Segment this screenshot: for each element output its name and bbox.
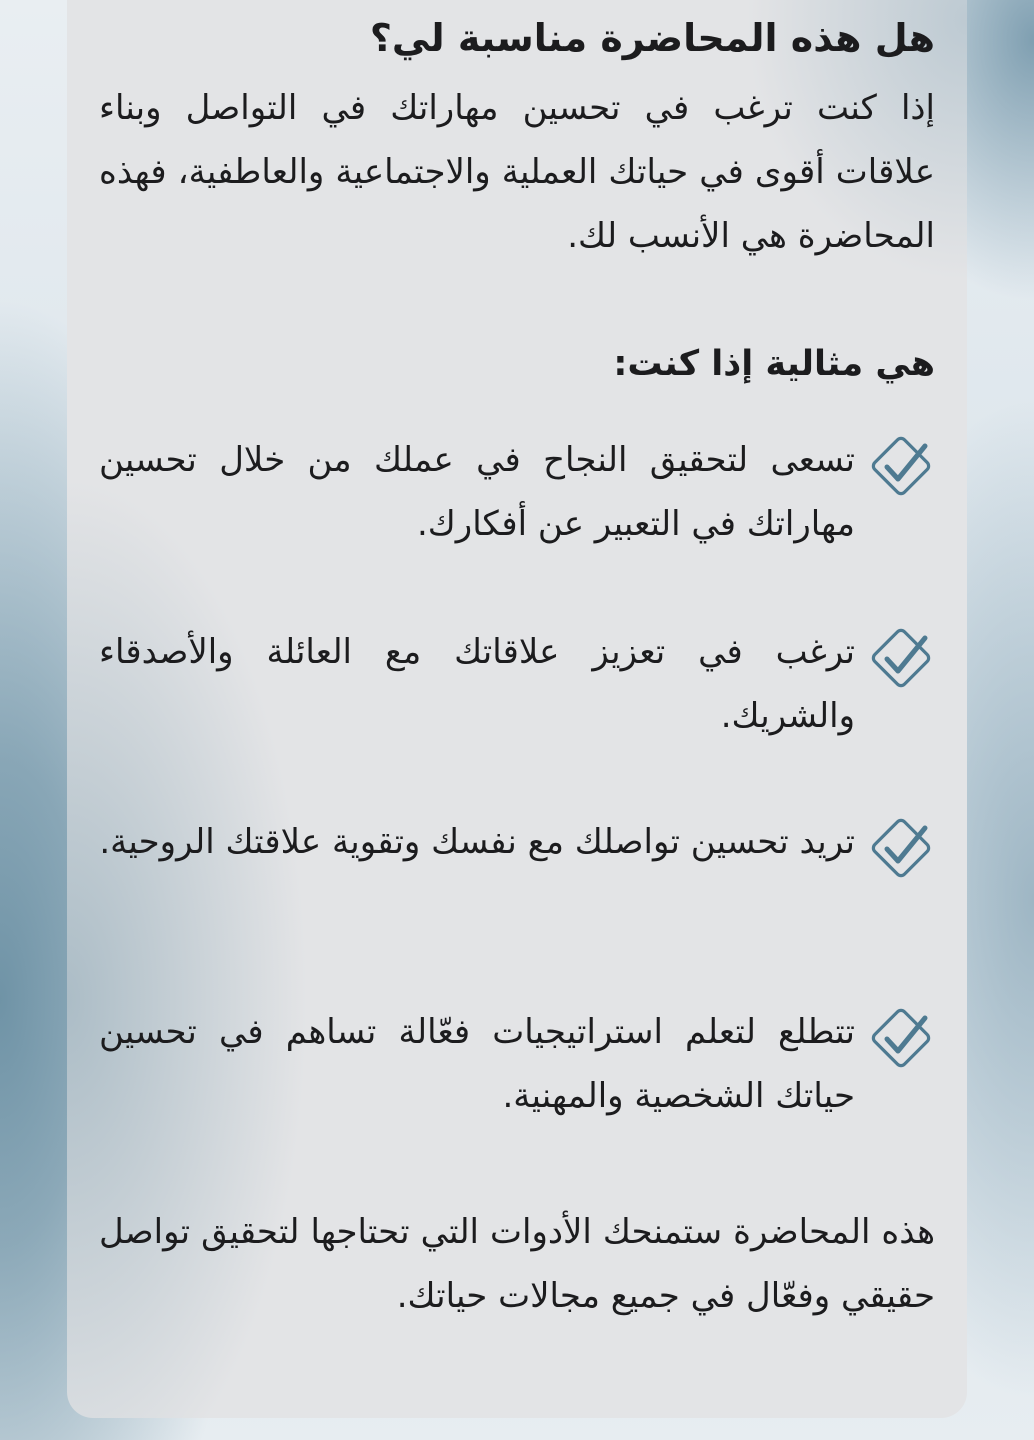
content-card: [67, 0, 967, 1418]
check-icon: [863, 1000, 939, 1076]
outro-paragraph: هذه المحاضرة ستمنحك الأدوات التي تحتاجها لتحقيق تواصل حقيقي وفعّال في جميع مجالات حياتك.: [99, 1212, 935, 1316]
check-icon: [863, 428, 939, 504]
list-item: [99, 428, 939, 556]
list-item: [99, 810, 939, 886]
list-item: [99, 620, 939, 748]
ideal-for-heading: هي مثالية إذا كنت:: [613, 344, 935, 384]
list-item-text: تسعى لتحقيق النجاح في عملك من خلال تحسين مهاراتك في التعبير عن أفكارك.: [99, 440, 855, 544]
list-item-text: تريد تحسين تواصلك مع نفسك وتقوية علاقتك الروحية.: [99, 822, 855, 862]
list-item-text: تتطلع لتعلم استراتيجيات فعّالة تساهم في تحسين حياتك الشخصية والمهنية.: [99, 1012, 855, 1116]
list-item: [99, 1000, 939, 1128]
list-item-text: ترغب في تعزيز علاقاتك مع العائلة والأصدقاء والشريك.: [99, 632, 855, 736]
check-icon: [863, 810, 939, 886]
check-icon: [863, 620, 939, 696]
intro-paragraph: إذا كنت ترغب في تحسين مهاراتك في التواصل وبناء علاقات أقوى في حياتك العملية والاجتماعية والعاطفية، فهذه المحاضرة هي الأنسب لك.: [99, 88, 935, 256]
section-title: هل هذه المحاضرة مناسبة لي؟: [369, 16, 935, 60]
